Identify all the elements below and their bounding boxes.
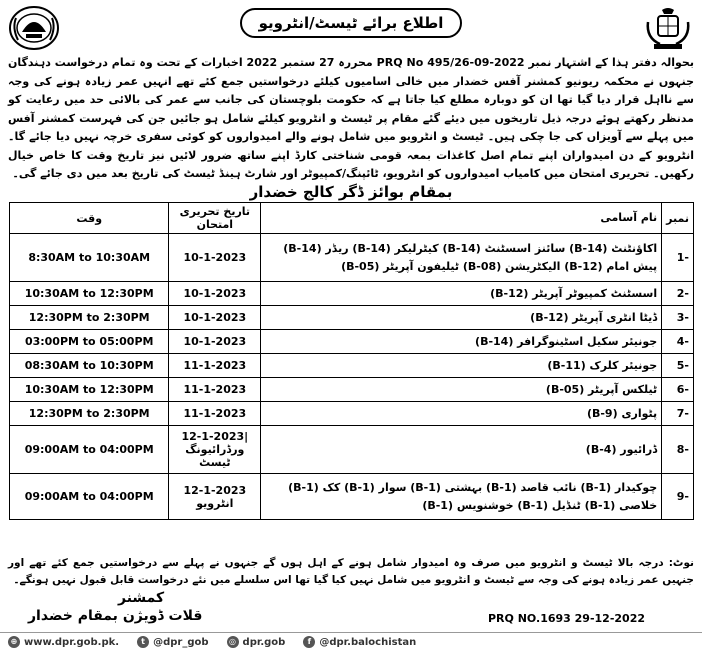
social-bar: [0, 632, 702, 651]
social-item-website[interactable]: [8, 636, 119, 648]
row-post: جونیئر کلرک (B-11): [261, 354, 662, 378]
row-date: 11-1-2023: [169, 402, 261, 426]
intro-paragraph: بحوالہ دفتر ہذا کے اشتہار نمبر PRQ No 495/26-09-2022 محررہ 27 ستمبر 2022 اخبارات کے تحت وہ تمام درخواست دہندگان جنہوں نے محکمہ ریونیو کمشنر آفس خضدار میں خالی اسامیوں کیلئے درخواستیں جمع کئے تھے انہیں عمر زیادہ ہونے کی وجہ سے نااہل قرار دیا گیا تھا ان کو دوبارہ مطلع کیا جاتا ہے کہ حکومت بلوچستان کی جانب سے عمر کی بالائی حد میں رعایت کو مدنظر رکھتے ہوئے درجہ ذیل تاریخوں میں دیئے گئے مقام پر ٹیسٹ و انٹرویو کیلئے شامل ہو جائیں جن کی فہرست کمشنر آفس میں پہلے سے آویزاں کی جا چکی ہیں۔ ٹیسٹ و انٹرویو میں شامل ہونے والے امیدواروں کو کوئی سفری خرچہ نہیں دیا جائے گا۔ انٹرویو کے دن امیدواران اپنے تمام اصل کاغذات بمعہ قومی شناختی کارڈ اپنے ساتھ ضرور لائیں نیز تاریخ وقت کا خاص خیال رکھیں۔ تحریری امتحان میں کامیاب امیدواروں کو انٹرویو، ٹائپنگ/کمپیوٹر اور شارٹ ہینڈ ٹیسٹ کی تاریخ بعد میں دی جائے گی۔: [8, 56, 694, 180]
table-row: [10, 282, 694, 306]
table-row: [10, 306, 694, 330]
header-time: وقت: [10, 203, 169, 234]
row-no: 2-: [662, 282, 694, 306]
table-row: [10, 402, 694, 426]
row-post: ڈرائیور (B-4): [261, 426, 662, 474]
row-date: 10-1-2023: [169, 330, 261, 354]
table-row: [10, 330, 694, 354]
row-date: 12-1-2023 انٹرویو: [169, 474, 261, 520]
row-time: 10:30AM to 12:30PM: [10, 378, 169, 402]
table-header-row: [10, 203, 694, 234]
row-post: جونیئر سکیل اسٹینوگرافر (B-14): [261, 330, 662, 354]
row-date: 11-1-2023: [169, 354, 261, 378]
table-row: [10, 354, 694, 378]
facebook-icon: f: [303, 636, 315, 648]
table-row: [10, 234, 694, 282]
row-no: 3-: [662, 306, 694, 330]
table-row: [10, 426, 694, 474]
schedule-table: [9, 202, 694, 520]
row-date: 11-1-2023: [169, 378, 261, 402]
row-date: 10-1-2023: [169, 234, 261, 282]
globe-icon: ⊕: [8, 636, 20, 648]
row-date: 10-1-2023: [169, 306, 261, 330]
row-date: 10-1-2023: [169, 282, 261, 306]
row-no: 5-: [662, 354, 694, 378]
table-row: [10, 378, 694, 402]
row-time: 03:00PM to 05:00PM: [10, 330, 169, 354]
social-item-instagram[interactable]: [227, 636, 286, 648]
social-item-facebook[interactable]: [303, 636, 416, 648]
row-no: 9-: [662, 474, 694, 520]
row-time: 8:30AM to 10:30AM: [10, 234, 169, 282]
table-row: [10, 474, 694, 520]
social-label: dpr.gob: [242, 636, 286, 648]
row-no: 4-: [662, 330, 694, 354]
twitter-icon: t: [137, 636, 149, 648]
row-no: 8-: [662, 426, 694, 474]
balochistan-emblem-logo: [8, 4, 60, 52]
signature-title: کمشنر: [118, 590, 165, 606]
row-post: اسسٹنٹ کمپیوٹر آپریٹر (B-12): [261, 282, 662, 306]
row-time: 10:30AM to 12:30PM: [10, 282, 169, 306]
row-time: 12:30PM to 2:30PM: [10, 306, 169, 330]
row-time: 09:00AM to 04:00PM: [10, 474, 169, 520]
instagram-icon: ◎: [227, 636, 239, 648]
header-post: نام آسامی: [261, 203, 662, 234]
row-post: ڈیٹا انٹری آپریٹر (B-12): [261, 306, 662, 330]
row-date-note: ورڈرائیونگ ٹیسٹ: [185, 443, 245, 469]
row-no: 1-: [662, 234, 694, 282]
row-post: اکاؤنٹنٹ (B-14) سائنز اسسٹنٹ (B-14) کیٹرلیکر (B-14) ریڈر (B-14) پیش امام (B-12) الیکٹریشن (B-08) ٹیلیفون آپریٹر (B-05): [261, 234, 662, 282]
pakistan-emblem-logo: [642, 4, 694, 52]
row-date: 12-1-2023|: [181, 430, 249, 443]
row-date-cell: [169, 426, 261, 474]
row-post: چوکیدار (B-1) نائب قاصد (B-1) بہشتی (B-1) سوار (B-1) کک (B-1) خلاصی (B-1) ٹنڈیل (B-1) خوشنویس (B-1): [261, 474, 662, 520]
row-time: 08:30AM to 10:30PM: [10, 354, 169, 378]
row-no: 7-: [662, 402, 694, 426]
header-no: نمبر: [662, 203, 694, 234]
prq-number: PRQ NO.1693 29-12-2022: [488, 612, 646, 625]
signature-office: قلات ڈویژن بمقام خضدار: [28, 608, 203, 624]
note-paragraph: نوٹ: درجہ بالا ٹیسٹ و انٹرویو میں صرف وہ امیدوار شامل ہونے کے اہل ہوں گے جنہوں نے پہلے سے درخواستیں جمع کئے تھے اور جنہیں عمر زیادہ ہونے کی وجہ سے ٹیسٹ و انٹرویو میں شامل نہیں کیا گیا تھا اس سلسلے میں نئے درخواست قابل قبول نہیں ہونگے۔: [8, 557, 694, 586]
row-post: ٹیلکس آپریٹر (B-05): [261, 378, 662, 402]
row-time: 12:30PM to 2:30PM: [10, 402, 169, 426]
page-title: اطلاع برائے ٹیسٹ/انٹرویو: [240, 8, 462, 38]
venue-heading: بمقام بوائز ڈگر کالج خضدار: [249, 183, 453, 201]
header-date: تاریخ تحریری امتحان: [169, 203, 261, 234]
row-time: 09:00AM to 04:00PM: [10, 426, 169, 474]
social-label: @dpr.balochistan: [319, 636, 417, 648]
row-post: پٹواری (B-9): [261, 402, 662, 426]
row-no: 6-: [662, 378, 694, 402]
social-label: www.dpr.gob.pk.: [24, 636, 120, 648]
social-label: @dpr_gob: [153, 636, 209, 648]
social-item-twitter[interactable]: [137, 636, 208, 648]
